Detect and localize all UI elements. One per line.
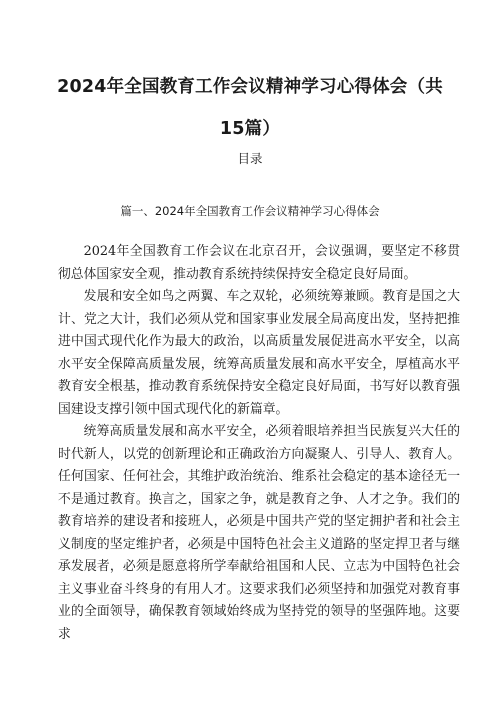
paragraph: 发展和安全如鸟之两翼、车之双轮，必须统筹兼顾。教育是国之大计、党之大计，我们必须从党和国家事业发展全局高度出发，坚持把推进中国式现代化作为最大的政治，以高质量发展促进高水平安全，以高水平安全保障高质量发展，统筹高质量发展和高水平安全，厚植高水平教育安全根基，推动教育系统保持安全稳定良好局面，书写好以教育强国建设支撑引领中国式现代化的新篇章。	[58, 289, 460, 417]
document-title: 2024年全国教育工作会议精神学习心得体会（共15篇）	[57, 77, 443, 139]
toc-item[interactable]: 篇一、2024年全国教育工作会议精神学习心得体会	[120, 204, 380, 218]
toc-heading: 目录	[237, 151, 263, 166]
paragraph: 2024年全国教育工作会议在北京召开，会议强调，要坚定不移贯彻总体国家安全观，推动教育系统持续保持安全稳定良好局面。	[58, 244, 460, 282]
paragraph: 统筹高质量发展和高水平安全，必须着眼培养担当民族复兴大任的时代新人，以党的创新理论和正确政治方向凝聚人、引导人、教育人。任何国家、任何社会，其维护政治统治、维系社会稳定的基本途径无一不是通过教育。换言之，国家之争，就是教育之争、人才之争。我们的教育培养的建设者和接班人，必须是中国共产党的坚定拥护者和社会主义制度的坚定维护者，必须是中国特色社会主义道路的坚定捍卫者与继承发展者，必须是愿意将所学奉献给祖国和人民、立志为中国特色社会主义事业奋斗终身的有用人才。这要求我们必须坚持和加强党对教育事业的全面领导，确保教育领域始终成为坚持党的领导的坚强阵地。这要求	[58, 424, 460, 642]
body-text	[58, 241, 460, 646]
